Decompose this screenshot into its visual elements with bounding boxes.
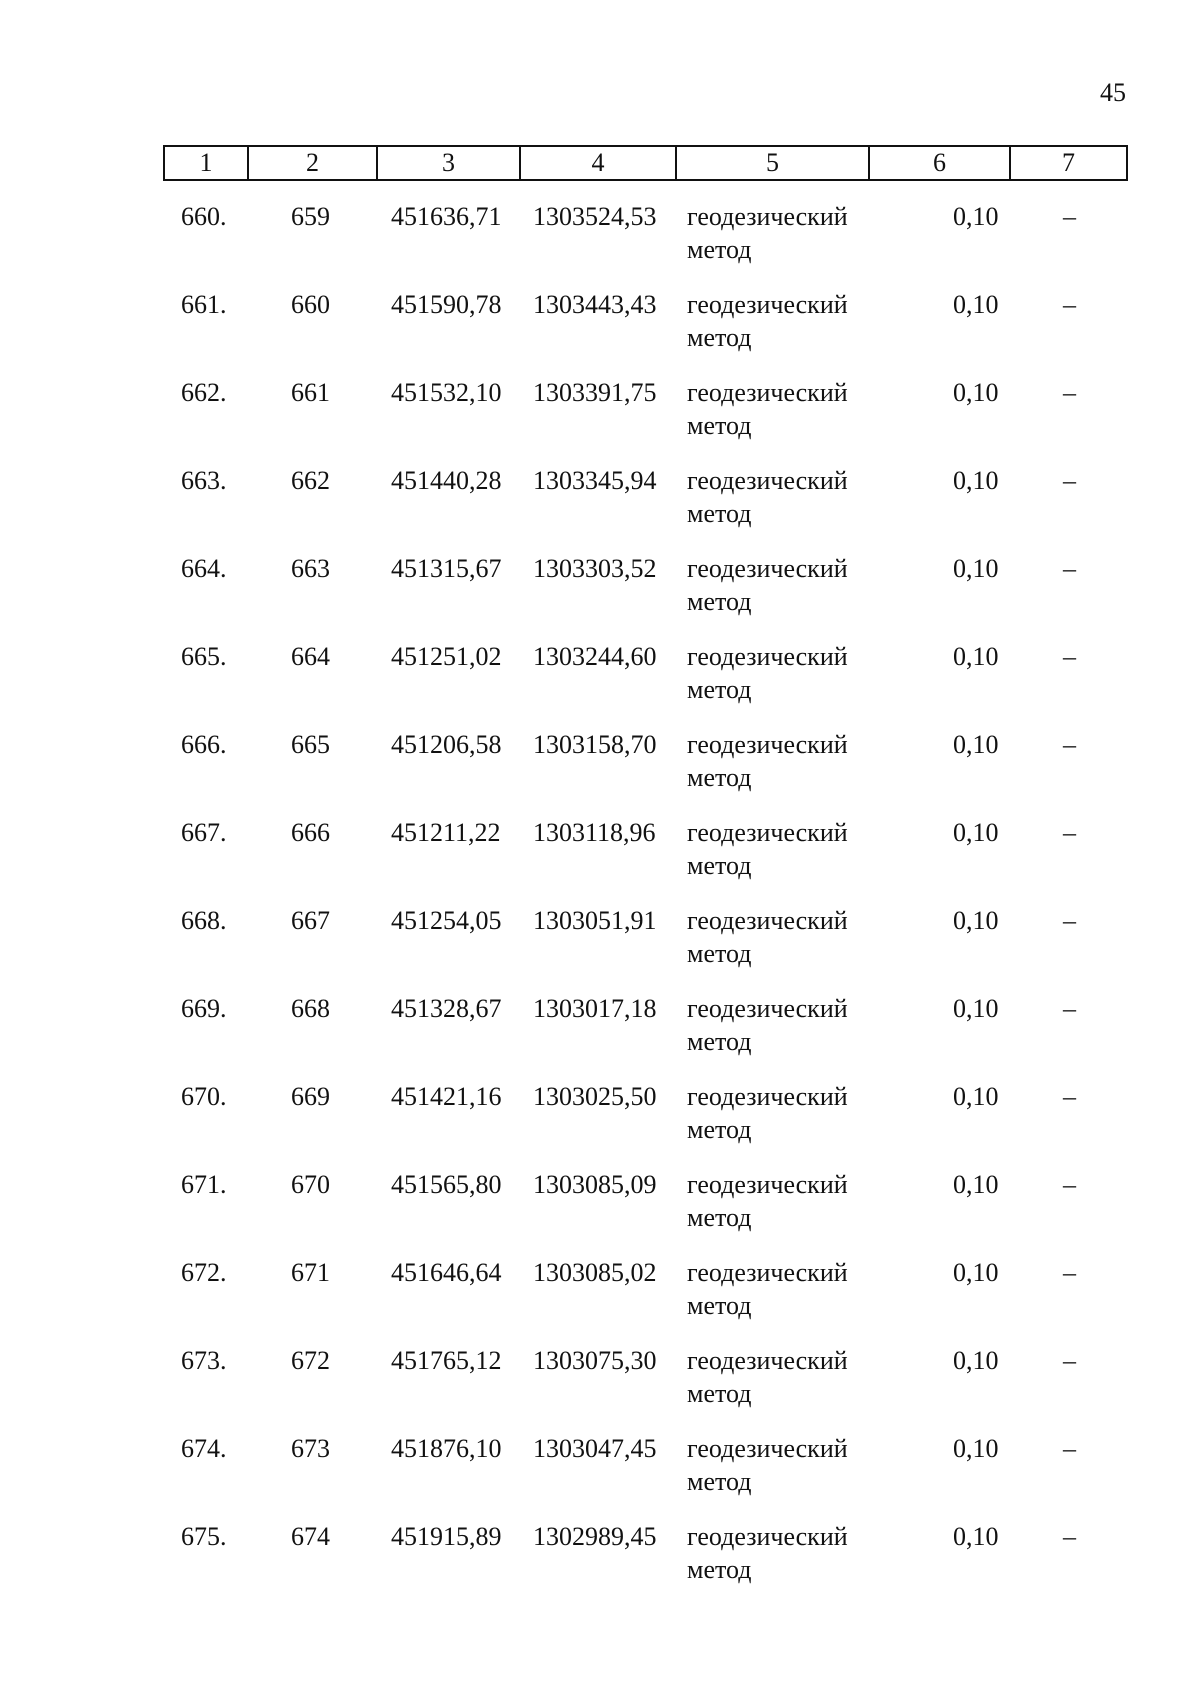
note: – [1063,202,1076,231]
accuracy: 0,10 [953,730,999,759]
coordinate-y: 1303085,02 [533,1258,657,1287]
accuracy: 0,10 [953,202,999,231]
point-number: 659 [291,202,330,231]
coordinate-y: 1303443,43 [533,290,657,319]
coordinate-x: 451251,02 [391,642,502,671]
row-number: 667. [181,818,227,847]
coordinate-x: 451590,78 [391,290,502,319]
method: геодезический метод [687,906,848,968]
accuracy: 0,10 [953,290,999,319]
note: – [1063,1258,1076,1287]
row-number: 670. [181,1082,227,1111]
coordinate-x: 451328,67 [391,994,502,1023]
table-row [163,464,1128,552]
coordinate-x: 451646,64 [391,1258,502,1287]
header-cell-5: 5 [677,147,870,179]
method: геодезический метод [687,1522,848,1584]
method: геодезический метод [687,290,848,352]
row-number: 672. [181,1258,227,1287]
coordinate-y: 1303025,50 [533,1082,657,1111]
accuracy: 0,10 [953,906,999,935]
coordinate-x: 451636,71 [391,202,502,231]
row-number: 669. [181,994,227,1023]
point-number: 671 [291,1258,330,1287]
table-row [163,992,1128,1080]
coordinate-y: 1303075,30 [533,1346,657,1375]
table-row [163,640,1128,728]
point-number: 673 [291,1434,330,1463]
table-row [163,376,1128,464]
point-number: 663 [291,554,330,583]
coordinate-y: 1303303,52 [533,554,657,583]
accuracy: 0,10 [953,554,999,583]
coordinate-y: 1303118,96 [533,818,656,847]
accuracy: 0,10 [953,1434,999,1463]
row-number: 671. [181,1170,227,1199]
point-number: 662 [291,466,330,495]
method: геодезический метод [687,202,848,264]
table-row [163,728,1128,816]
point-number: 666 [291,818,330,847]
note: – [1063,1170,1076,1199]
coordinate-y: 1303158,70 [533,730,657,759]
coordinate-y: 1303047,45 [533,1434,657,1463]
row-number: 673. [181,1346,227,1375]
note: – [1063,378,1076,407]
accuracy: 0,10 [953,1170,999,1199]
method: геодезический метод [687,1346,848,1408]
note: – [1063,1434,1076,1463]
accuracy: 0,10 [953,642,999,671]
point-number: 661 [291,378,330,407]
point-number: 660 [291,290,330,319]
coordinate-x: 451765,12 [391,1346,502,1375]
method: геодезический метод [687,818,848,880]
coordinate-y: 1302989,45 [533,1522,657,1551]
coordinate-y: 1303051,91 [533,906,657,935]
method: геодезический метод [687,1258,848,1320]
accuracy: 0,10 [953,1522,999,1551]
table-row [163,816,1128,904]
table-row [163,288,1128,376]
header-cell-6: 6 [870,147,1011,179]
header-cell-7: 7 [1062,148,1075,177]
table-row [163,1168,1128,1256]
method: геодезический метод [687,1434,848,1496]
row-number: 675. [181,1522,227,1551]
coordinate-y: 1303085,09 [533,1170,657,1199]
coordinate-y: 1303391,75 [533,378,657,407]
row-number: 663. [181,466,227,495]
method: геодезический метод [687,1082,848,1144]
table-row [163,200,1128,288]
note: – [1063,818,1076,847]
row-number: 664. [181,554,227,583]
note: – [1063,290,1076,319]
coordinate-y: 1303345,94 [533,466,657,495]
note: – [1063,1346,1076,1375]
point-number: 664 [291,642,330,671]
table-row [163,1432,1128,1520]
note: – [1063,994,1076,1023]
accuracy: 0,10 [953,1346,999,1375]
accuracy: 0,10 [953,1258,999,1287]
table-body [163,200,1128,1608]
method: геодезический метод [687,994,848,1056]
note: – [1063,906,1076,935]
point-number: 670 [291,1170,330,1199]
row-number: 666. [181,730,227,759]
accuracy: 0,10 [953,818,999,847]
method: геодезический метод [687,730,848,792]
point-number: 674 [291,1522,330,1551]
header-cell-1: 1 [165,147,249,179]
point-number: 665 [291,730,330,759]
row-number: 668. [181,906,227,935]
coordinate-x: 451440,28 [391,466,502,495]
note: – [1063,1522,1076,1551]
page-number: 45 [1100,78,1126,107]
coordinate-x: 451915,89 [391,1522,502,1551]
note: – [1063,466,1076,495]
coordinate-x: 451532,10 [391,378,502,407]
row-number: 661. [181,290,227,319]
row-number: 665. [181,642,227,671]
method: геодезический метод [687,466,848,528]
coordinate-x: 451254,05 [391,906,502,935]
method: геодезический метод [687,378,848,440]
coordinate-x: 451206,58 [391,730,502,759]
method: геодезический метод [687,642,848,704]
point-number: 667 [291,906,330,935]
accuracy: 0,10 [953,466,999,495]
method: геодезический метод [687,1170,848,1232]
note: – [1063,1082,1076,1111]
table-row [163,1344,1128,1432]
note: – [1063,554,1076,583]
header-cell-3: 3 [378,147,521,179]
table-row [163,1080,1128,1168]
row-number: 674. [181,1434,227,1463]
coordinate-x: 451876,10 [391,1434,502,1463]
coordinate-x: 451211,22 [391,818,501,847]
accuracy: 0,10 [953,1082,999,1111]
method: геодезический метод [687,554,848,616]
row-number: 662. [181,378,227,407]
table-row [163,1520,1128,1608]
point-number: 668 [291,994,330,1023]
header-cell-2: 2 [249,147,378,179]
note: – [1063,730,1076,759]
coordinate-x: 451421,16 [391,1082,502,1111]
coordinate-x: 451315,67 [391,554,502,583]
table-header [163,145,1128,181]
point-number: 672 [291,1346,330,1375]
table-row [163,1256,1128,1344]
accuracy: 0,10 [953,378,999,407]
coordinate-x: 451565,80 [391,1170,502,1199]
header-cell-4: 4 [521,147,677,179]
row-number: 660. [181,202,227,231]
coordinate-y: 1303524,53 [533,202,657,231]
accuracy: 0,10 [953,994,999,1023]
point-number: 669 [291,1082,330,1111]
table-row [163,904,1128,992]
coordinate-y: 1303017,18 [533,994,657,1023]
note: – [1063,642,1076,671]
table-row [163,552,1128,640]
coordinate-y: 1303244,60 [533,642,657,671]
